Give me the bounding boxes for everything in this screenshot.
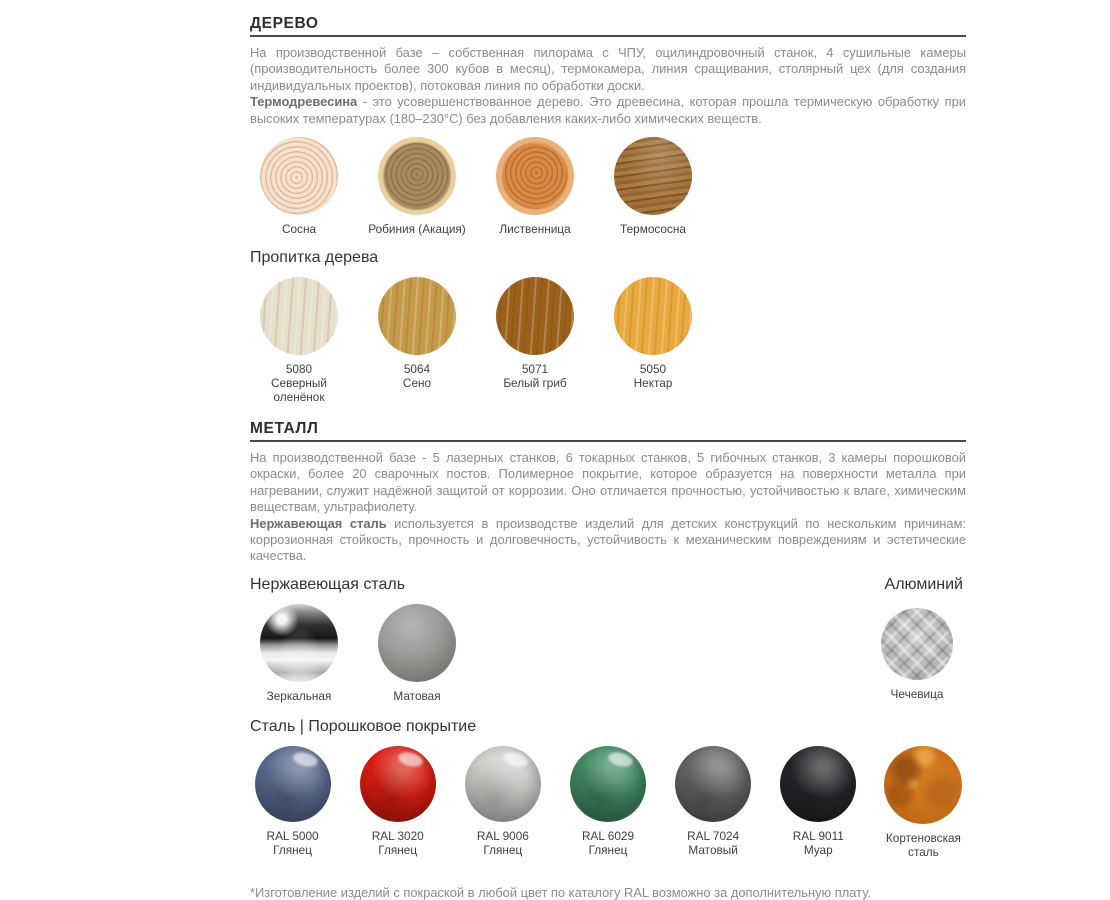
wood-section bbox=[250, 14, 966, 405]
mirror-steel-ball-image bbox=[260, 604, 338, 682]
impregnation-color-image bbox=[614, 277, 692, 355]
swatch-label: Термососна bbox=[620, 222, 686, 237]
powder-swatch-ral5000 bbox=[250, 746, 335, 859]
stainless-swatch-matte bbox=[368, 604, 466, 703]
wood-section-divider bbox=[250, 35, 966, 37]
swatch-label: Робиния (Акация) bbox=[368, 222, 466, 237]
catalog-page bbox=[250, 0, 966, 900]
impregnation-swatch-5064 bbox=[368, 277, 466, 405]
ral-code: RAL 6029 bbox=[581, 828, 635, 843]
metal-intro-paragraph bbox=[250, 450, 966, 516]
wood-swatch-robinia bbox=[368, 137, 466, 236]
ral-code: RAL 7024 bbox=[687, 828, 740, 843]
thermowood-paragraph bbox=[250, 94, 966, 127]
pine-slice-image bbox=[260, 137, 338, 215]
impregnation-code: 5064 bbox=[403, 362, 431, 377]
powder-swatch-ral3020 bbox=[355, 746, 440, 859]
metal-intro-text: На производственной базе - 5 лазерных станков, 6 токарных станков, 5 гибочных станков, 3 камеры порошковой окраски, более 20 сварочных постов. Полимерное покрытие, которое образуется на поверхности металла при нагревании, служит надёжной защитой от коррозии. Оно отличается прочностью, устойчивостью к влаге, химическим веществам, ультрафиолету. bbox=[250, 450, 966, 515]
stainless-text: используется в производстве изделий для детских конструкций по нескольким причинам: коррозионная стойкость, прочность и долговечность, устойчивость к механическим повреждениям и эстетические качества. bbox=[250, 515, 967, 564]
impregnation-name: Северный оленёнок bbox=[271, 376, 327, 405]
ral-footnote: *Изготовление изделий с покраской в любой цвет по каталогу RAL возможно за дополнительную плату. bbox=[250, 884, 871, 900]
aluminum-title: Алюминий bbox=[884, 575, 963, 593]
metal-section-divider bbox=[250, 440, 966, 442]
impregnation-code: 5080 bbox=[285, 362, 313, 377]
swatch-label: Кортеновская сталь bbox=[885, 830, 961, 859]
swatch-label: Зеркальная bbox=[266, 688, 332, 703]
diamond-plate-image bbox=[881, 608, 953, 680]
stainless-block bbox=[250, 575, 966, 703]
impregnation-name: Сено bbox=[402, 376, 432, 391]
stainless-term: Нержавеющая сталь bbox=[250, 515, 387, 531]
ral-finish: Глянец bbox=[378, 842, 418, 857]
swatch-label: Лиственница bbox=[499, 222, 571, 237]
metal-section-title: МЕТАЛЛ bbox=[250, 420, 319, 438]
wood-swatch-pine bbox=[250, 137, 348, 236]
aluminum-group bbox=[871, 575, 963, 701]
ral-code: RAL 3020 bbox=[371, 828, 424, 843]
larch-slice-image bbox=[496, 137, 574, 215]
thermopine-slice-image bbox=[614, 137, 692, 215]
impregnation-title: Пропитка дерева bbox=[250, 249, 379, 267]
powder-swatch-ral9006 bbox=[460, 746, 545, 859]
thermowood-text: - это усовершенствованное дерево. Это древесина, которая прошла термическую обработку при высоких температурах (180–230°C) без добавления каких-либо химических веществ. bbox=[250, 94, 966, 126]
ral-finish: Муар bbox=[803, 842, 833, 857]
impregnation-swatch-5071 bbox=[486, 277, 584, 405]
wood-swatch-larch bbox=[486, 137, 584, 236]
impregnation-color-image bbox=[496, 277, 574, 355]
ral-code: RAL 5000 bbox=[266, 828, 319, 843]
stainless-paragraph bbox=[250, 516, 966, 565]
impregnation-name: Белый гриб bbox=[503, 376, 567, 391]
ral-color-sphere-image bbox=[570, 746, 646, 822]
ral-finish: Глянец bbox=[273, 842, 312, 857]
impregnation-swatch-5050 bbox=[604, 277, 702, 405]
impregnation-code: 5050 bbox=[639, 362, 667, 377]
ral-color-sphere-image bbox=[360, 746, 436, 822]
stainless-row bbox=[250, 604, 966, 703]
ral-color-sphere-image bbox=[675, 746, 751, 822]
ral-code: RAL 9006 bbox=[476, 828, 529, 843]
impregnation-color-image bbox=[260, 277, 338, 355]
wood-intro-text: На производственной базе – собственная пилорама с ЧПУ, оцилиндровочный станок, 4 сушильные камеры (производительность более 300 кубов в месяц), термокамера, линия сращивания, столярный цех (для создания индивидуальных проектов), потоковая линия по обработки доски. bbox=[250, 45, 966, 93]
powder-swatch-ral7024 bbox=[671, 746, 756, 859]
swatch-label: Матовая bbox=[393, 688, 441, 703]
wood-swatch-thermopine bbox=[604, 137, 702, 236]
wood-intro-paragraph bbox=[250, 45, 966, 94]
powder-swatch-ral6029 bbox=[565, 746, 650, 859]
wood-species-row bbox=[250, 137, 966, 236]
impregnation-name: Нектар bbox=[633, 376, 673, 391]
ral-color-sphere-image bbox=[780, 746, 856, 822]
impregnation-color-image bbox=[378, 277, 456, 355]
ral-finish: Глянец bbox=[483, 842, 523, 857]
ral-finish: Матовый bbox=[688, 842, 738, 857]
impregnation-swatch-5080 bbox=[250, 277, 348, 405]
swatch-label: Чечевица bbox=[890, 686, 944, 701]
wood-section-title: ДЕРЕВО bbox=[250, 15, 319, 32]
stainless-title: Нержавеющая сталь bbox=[250, 575, 406, 593]
powder-coating-row bbox=[250, 746, 966, 859]
corten-steel-image bbox=[884, 746, 962, 824]
robinia-slice-image bbox=[378, 137, 456, 215]
corten-steel-swatch bbox=[881, 746, 966, 859]
ral-color-sphere-image bbox=[255, 746, 331, 822]
metal-section bbox=[250, 419, 966, 859]
impregnation-row bbox=[250, 277, 966, 405]
stainless-swatch-mirror bbox=[250, 604, 348, 703]
ral-code: RAL 9011 bbox=[792, 828, 844, 843]
ral-finish: Глянец bbox=[588, 842, 628, 857]
ral-color-sphere-image bbox=[465, 746, 541, 822]
impregnation-code: 5071 bbox=[521, 362, 549, 377]
swatch-label: Сосна bbox=[281, 222, 317, 237]
thermowood-term: Термодревесина bbox=[250, 94, 358, 110]
powder-swatch-ral9011 bbox=[776, 746, 861, 859]
powder-coating-title: Сталь | Порошковое покрытие bbox=[250, 717, 477, 735]
matte-steel-ball-image bbox=[378, 604, 456, 682]
